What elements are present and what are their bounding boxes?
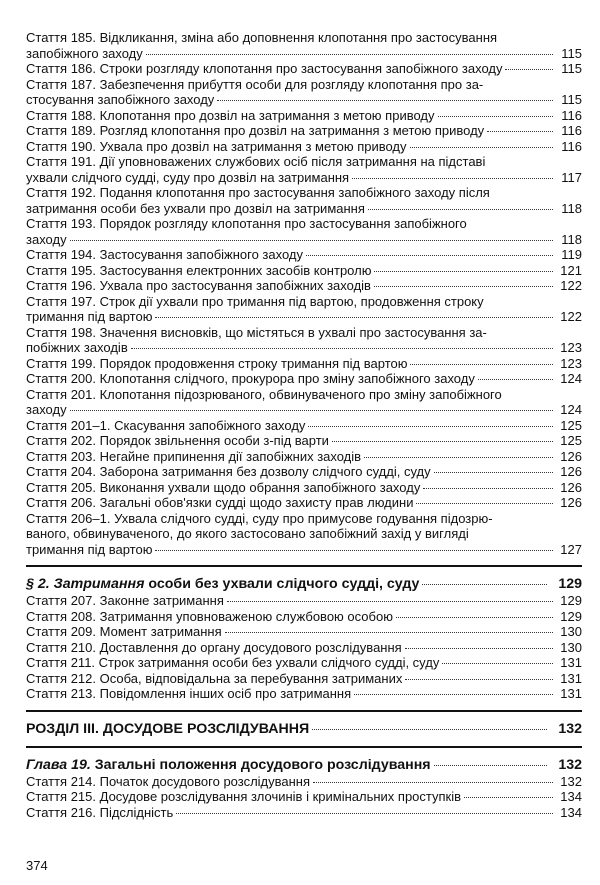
toc-entry[interactable]	[26, 278, 582, 294]
toc-entry-text: Стаття 201. Клопотання підозрюваного, обвинуваченого про зміну запобіжного	[26, 386, 502, 402]
page-ref: 124	[560, 371, 582, 386]
dot-leader	[405, 679, 553, 680]
divider	[26, 710, 582, 712]
dot-leader	[434, 765, 547, 766]
page-ref: 129	[558, 576, 582, 592]
toc-entry[interactable]	[26, 774, 582, 790]
toc-entry[interactable]	[26, 123, 582, 139]
page-number: 374	[26, 858, 48, 873]
toc-entry[interactable]	[26, 495, 582, 511]
toc-entry-text: Стаття 205. Виконання ухвали щодо обрання запобіжного заходу	[26, 479, 421, 495]
dot-leader	[410, 147, 553, 148]
toc-entry[interactable]	[26, 139, 582, 155]
page-ref: 132	[560, 773, 582, 789]
dot-leader	[364, 457, 553, 458]
dot-leader	[354, 694, 553, 695]
part-title: РОЗДІЛ ІІІ. ДОСУДОВЕ РОЗСЛІДУВАННЯ	[26, 720, 310, 737]
page-ref: 115	[561, 61, 582, 76]
toc-entry-text: Стаття 185. Відкликання, зміна або доповнення клопотання про застосування	[26, 30, 498, 45]
toc-entry-text: запобіжного заходу	[26, 45, 143, 61]
toc-entry[interactable]	[26, 418, 582, 434]
toc-entry-text: заходу	[26, 231, 67, 247]
toc-entry-line	[26, 108, 582, 124]
toc-entry[interactable]	[26, 593, 582, 609]
toc-entry-line	[26, 46, 582, 62]
section-title: особи без ухвали слідчого судді, суду	[144, 576, 420, 592]
toc-entry-text: Стаття 216. Підслідність	[26, 804, 174, 820]
toc-entry-text: Стаття 210. Доставлення до органу досудового розслідування	[26, 639, 402, 655]
toc-entry-text: тримання під вартою	[26, 541, 153, 557]
page-ref: 117	[561, 169, 582, 185]
toc-entry[interactable]	[26, 216, 582, 247]
page-ref: 122	[560, 309, 582, 324]
dot-leader	[70, 410, 553, 411]
toc-entry-text: Стаття 186. Строки розгляду клопотання про застосування запобіжного заходу	[26, 61, 503, 76]
dot-leader	[464, 797, 553, 798]
dot-leader	[227, 601, 553, 602]
section-number: § 2. Затримання	[26, 576, 145, 592]
toc-entry[interactable]	[26, 449, 582, 465]
dot-leader	[225, 632, 553, 633]
dot-leader	[478, 379, 553, 380]
toc-entry-line	[26, 61, 582, 77]
toc-entry-text: Стаття 213. Повідомлення інших осіб про затримання	[26, 686, 352, 701]
toc-entry-line	[26, 278, 582, 294]
toc-entry-text: Стаття 196. Ухвала про застосування запобіжних заходів	[26, 278, 371, 293]
toc-entry[interactable]	[26, 686, 582, 702]
page-ref: 123	[560, 340, 582, 355]
toc-entry-text: Стаття 215. Досудове розслідування злочинів і кримінальних проступків	[26, 789, 462, 804]
toc-entry-text: Стаття 206. Загальні обов'язки судді щодо захисту прав людини	[26, 495, 414, 510]
page-ref: 134	[560, 804, 582, 820]
toc-entry[interactable]	[26, 185, 582, 216]
page-ref: 125	[560, 433, 582, 448]
toc-entry-text: Стаття 208. Затримання уповноваженою службовою особою	[26, 608, 393, 624]
page-ref: 123	[560, 355, 582, 371]
page-ref: 126	[560, 495, 582, 510]
page-ref: 116	[561, 138, 582, 154]
toc-entry-text: Стаття 214. Початок досудового розслідування	[26, 773, 311, 789]
chapter-number: Глава 19.	[26, 756, 91, 773]
toc-entry[interactable]	[26, 433, 582, 449]
dot-leader	[308, 426, 553, 427]
page-ref: 126	[560, 448, 582, 464]
page-ref: 131	[560, 655, 582, 670]
toc-entry-line	[26, 640, 582, 656]
dot-leader	[306, 255, 553, 256]
dot-leader	[374, 286, 553, 287]
toc-entry-line	[26, 216, 582, 232]
toc-list-section-2	[26, 593, 582, 702]
toc-entry-text: Стаття 206–1. Ухвала слідчого судді, суду про примусове годування підозрю-	[26, 510, 493, 526]
dot-leader	[368, 209, 553, 210]
dot-leader	[146, 54, 553, 55]
chapter-title: Загальні положення досудового розслідування	[90, 756, 431, 773]
toc-entry-line	[26, 325, 582, 341]
toc-entry-text: Стаття 193. Порядок розгляду клопотання про застосування запобіжного	[26, 216, 467, 231]
dot-leader	[434, 472, 553, 473]
page-ref: 131	[560, 686, 582, 701]
toc-entry[interactable]	[26, 247, 582, 263]
toc-entry-text: Стаття 203. Негайне припинення дії запобіжних заходів	[26, 448, 362, 464]
toc-entry-line	[26, 30, 582, 46]
toc-entry-line	[26, 185, 582, 201]
toc-entry-text: ухвали слідчого судді, суду про дозвіл на затримання	[26, 169, 350, 185]
toc-section-heading[interactable]	[26, 575, 582, 593]
dot-leader	[410, 364, 553, 365]
toc-entry[interactable]	[26, 640, 582, 656]
toc-entry-line	[26, 464, 582, 480]
toc-entry-text: Стаття 195. Застосування електронних засобів контролю	[26, 262, 372, 278]
page-ref: 127	[560, 541, 582, 557]
toc-entry-text: ваного, обвинуваченого, до якого застосовано запобіжний захід у вигляді	[26, 526, 469, 541]
dot-leader	[487, 131, 553, 132]
toc-entry-text: Стаття 198. Значення висновків, що містяться в ухвалі про застосування за-	[26, 324, 487, 340]
dot-leader	[416, 503, 553, 504]
toc-entry-line	[26, 92, 582, 108]
toc-entry-line	[26, 433, 582, 449]
toc-entry-line	[26, 480, 582, 496]
toc-entry-text: Стаття 204. Заборона затримання без дозволу слідчого судді, суду	[26, 464, 431, 479]
toc-entry-text: тримання під вартою	[26, 309, 153, 324]
toc-entry[interactable]	[26, 624, 582, 640]
toc-entry-line	[26, 263, 582, 279]
dot-leader	[422, 584, 547, 585]
dot-leader	[438, 116, 554, 117]
dot-leader	[374, 271, 553, 272]
toc-entry-text: Стаття 202. Порядок звільнення особи з-під варти	[26, 433, 329, 448]
toc-part-heading[interactable]	[26, 720, 582, 738]
toc-entry[interactable]	[26, 294, 582, 325]
toc-entry-line	[26, 371, 582, 387]
page-ref: 122	[560, 278, 582, 293]
toc-entry-text: стосування запобіжного заходу	[26, 92, 215, 107]
toc-entry-line	[26, 671, 582, 687]
page-ref: 118	[561, 231, 582, 247]
page-ref: 116	[561, 107, 582, 123]
dot-leader	[176, 813, 553, 814]
dot-leader	[396, 617, 553, 618]
toc-entry[interactable]	[26, 356, 582, 372]
toc-entry[interactable]	[26, 30, 582, 61]
toc-entry-text: Стаття 189. Розгляд клопотання про дозвіл на затримання з метою приводу	[26, 123, 485, 138]
toc-entry-line	[26, 526, 582, 542]
toc-entry-text: Стаття 191. Дії уповноважених службових осіб після затримання на підставі	[26, 154, 486, 169]
toc-entry-text: Стаття 188. Клопотання про дозвіл на затримання з метою приводу	[26, 107, 435, 123]
toc-entry-line	[26, 655, 582, 671]
page-ref: 118	[561, 200, 582, 216]
dot-leader	[70, 240, 553, 241]
toc-entry[interactable]	[26, 77, 582, 108]
toc-entry-text: Стаття 200. Клопотання слідчого, прокурора про зміну запобіжного заходу	[26, 371, 475, 386]
page-ref: 115	[561, 45, 582, 61]
toc-entry[interactable]	[26, 263, 582, 279]
toc-entry[interactable]	[26, 154, 582, 185]
toc-entry-text: Стаття 211. Строк затримання особи без ухвали слідчого судді, суду	[26, 655, 440, 670]
page-ref: 125	[560, 417, 582, 433]
toc-entry-line	[26, 201, 582, 217]
toc-entry[interactable]	[26, 480, 582, 496]
toc-entry-line	[26, 774, 582, 790]
page-ref: 119	[561, 247, 582, 262]
toc-entry[interactable]	[26, 387, 582, 418]
divider	[26, 746, 582, 748]
toc-entry-text: Стаття 190. Ухвала про дозвіл на затримання з метою приводу	[26, 138, 407, 154]
toc-entry-line	[26, 805, 582, 821]
toc-entry-text: побіжних заходів	[26, 340, 128, 355]
toc-chapter-heading[interactable]	[26, 756, 582, 774]
toc-entry-line	[26, 387, 582, 403]
toc-entry-line	[26, 154, 582, 170]
toc-entry-line	[26, 402, 582, 418]
toc-entry[interactable]	[26, 371, 582, 387]
toc-entry-line	[26, 356, 582, 372]
toc-entry[interactable]	[26, 464, 582, 480]
toc-entry-text: Стаття 209. Момент затримання	[26, 624, 222, 639]
toc-entry-line	[26, 123, 582, 139]
toc-entry-line	[26, 495, 582, 511]
toc-entry-line	[26, 170, 582, 186]
toc-entry-line	[26, 542, 582, 558]
toc-entry-text: Стаття 192. Подання клопотання про застосування запобіжного заходу після	[26, 185, 490, 200]
page-ref: 132	[558, 756, 582, 773]
toc-entry-text: Стаття 212. Особа, відповідальна за перебування затриманих	[26, 670, 403, 686]
dot-leader	[155, 317, 553, 318]
toc-entry-line	[26, 247, 582, 263]
toc-entry-line	[26, 511, 582, 527]
toc-entry[interactable]	[26, 609, 582, 625]
dot-leader	[505, 69, 553, 70]
toc-entry-line	[26, 232, 582, 248]
dot-leader	[313, 782, 553, 783]
page-ref: 131	[560, 670, 582, 686]
toc-entry-line	[26, 340, 582, 356]
toc-entry-line	[26, 449, 582, 465]
toc-entry-line	[26, 418, 582, 434]
toc-entry-text: Стаття 201–1. Скасування запобіжного заходу	[26, 417, 306, 433]
page-ref: 129	[560, 608, 582, 624]
toc-entry[interactable]	[26, 655, 582, 671]
toc-entry-line	[26, 593, 582, 609]
toc-entry[interactable]	[26, 671, 582, 687]
toc-entry-text: Стаття 199. Порядок продовження строку тримання під вартою	[26, 355, 408, 371]
toc-list-section-3	[26, 774, 582, 821]
page-ref: 134	[560, 789, 582, 804]
page-ref: 132	[558, 720, 582, 737]
toc-entry[interactable]	[26, 511, 582, 558]
page-ref: 130	[560, 639, 582, 655]
toc-entry[interactable]	[26, 325, 582, 356]
dot-leader	[131, 348, 553, 349]
toc-entry-line	[26, 624, 582, 640]
toc-entry[interactable]	[26, 61, 582, 77]
page-ref: 130	[560, 624, 582, 639]
toc-entry-text: заходу	[26, 402, 67, 417]
page-ref: 115	[561, 92, 582, 107]
toc-entry-line	[26, 294, 582, 310]
page-ref: 116	[561, 123, 582, 138]
toc-entry-line	[26, 139, 582, 155]
dot-leader	[155, 550, 553, 551]
toc-entry-line	[26, 686, 582, 702]
dot-leader	[217, 100, 553, 101]
page-ref: 129	[560, 593, 582, 608]
dot-leader	[423, 488, 553, 489]
page-ref: 126	[560, 464, 582, 479]
toc-entry-line	[26, 309, 582, 325]
page-ref: 126	[560, 479, 582, 495]
toc-list-section-1	[26, 30, 582, 557]
toc-entry-line	[26, 77, 582, 93]
dot-leader	[332, 441, 553, 442]
toc-entry-text: затримання особи без ухвали про дозвіл на затримання	[26, 200, 365, 216]
page-ref: 124	[560, 402, 582, 417]
toc-entry[interactable]	[26, 108, 582, 124]
toc-entry[interactable]	[26, 789, 582, 805]
dot-leader	[405, 648, 553, 649]
divider	[26, 565, 582, 567]
toc-entry[interactable]	[26, 805, 582, 821]
dot-leader	[442, 663, 553, 664]
toc-entry-line	[26, 609, 582, 625]
dot-leader	[352, 178, 553, 179]
table-of-contents	[26, 30, 582, 820]
toc-entry-text: Стаття 187. Забезпечення прибуття особи для розгляду клопотання про за-	[26, 76, 484, 92]
dot-leader	[312, 729, 547, 730]
toc-entry-text: Стаття 207. Законне затримання	[26, 593, 224, 608]
page-ref: 121	[560, 262, 582, 278]
toc-entry-text: Стаття 194. Застосування запобіжного заходу	[26, 247, 304, 262]
toc-entry-text: Стаття 197. Строк дії ухвали про тримання під вартою, продовження строку	[26, 293, 484, 309]
toc-entry-line	[26, 789, 582, 805]
